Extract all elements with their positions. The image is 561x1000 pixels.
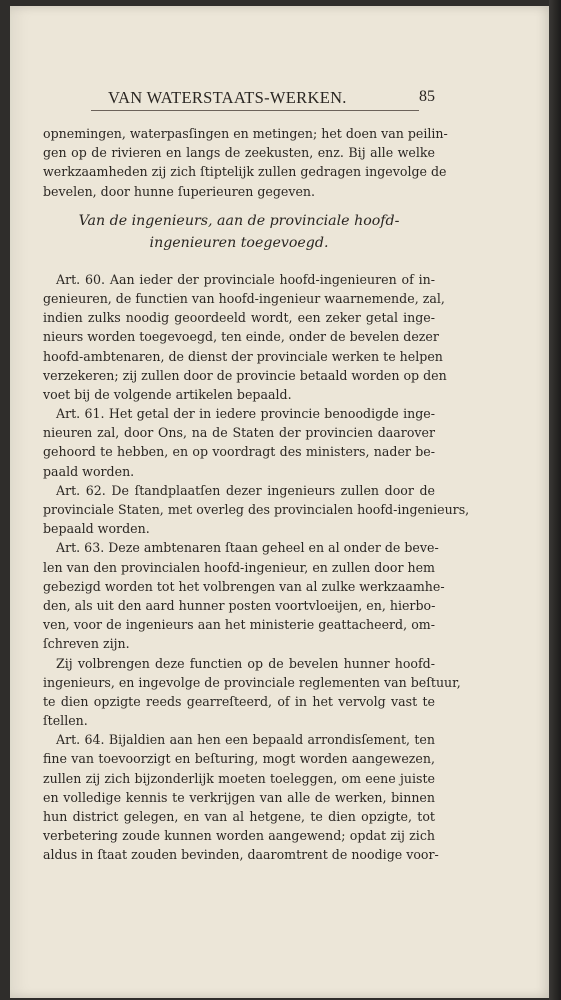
text-line: Art. 64. Bijaldien aan hen een bepaald arrondisſement, ten — [56, 732, 435, 748]
text-line: opnemingen, waterpasſingen en metingen; het doen van peilin- — [43, 126, 448, 141]
text-line: Zij volbrengen deze functien op de bevelen hunner hoofd- — [56, 655, 435, 671]
text-line: te dien opzigte reeds gearreſteerd, of in het vervolg vast te — [43, 693, 435, 709]
section-heading-line-2: ingenieuren toegevoegd. — [149, 234, 329, 251]
article-62 — [43, 481, 470, 539]
header-rule — [91, 110, 419, 111]
article-60 — [43, 270, 447, 404]
section-heading-line-1: Van de ingenieurs, aan de provinciale hoofd- — [78, 212, 400, 229]
body-text — [43, 124, 470, 865]
text-line: genieuren, de functien van hoofd-ingenieur waarnemende, zal, — [43, 290, 445, 306]
text-line: indien zulks noodig geoordeeld wordt, een zeker getal inge- — [43, 310, 435, 326]
text-line: provinciale Staten, met overleg des provincialen hoofd-ingenieurs, — [43, 502, 470, 517]
paper-page — [10, 6, 551, 998]
article-61 — [43, 404, 435, 481]
text-line: gen op de rivieren en langs de zeekusten, enz. Bij alle welke — [43, 145, 435, 161]
text-line: hun district gelegen, en van al hetgene, te dien opzigte, tot — [43, 809, 435, 824]
text-line: gebezigd worden tot het volbrengen van al zulke werkzaamhe- — [43, 578, 445, 594]
text-line: gehoord te hebben, en op voordragt des ministers, nader be- — [43, 444, 435, 460]
text-line: Art. 61. Het getal der in iedere provincie benoodigde inge- — [56, 406, 435, 422]
text-line: den, als uit den aard hunner posten voortvloeijen, en, hierbo- — [43, 597, 436, 613]
text-line: ſchreven zijn. — [43, 636, 130, 652]
text-line: bepaald worden. — [43, 521, 150, 537]
text-line: zullen zij zich bijzonderlijk moeten toeleggen, om eene juiste — [43, 770, 435, 786]
text-line: werkzaamheden zij zich ſtiptelijk zullen gedragen ingevolge de — [43, 164, 447, 180]
text-line: Art. 62. De ſtandplaatſen dezer ingenieurs zullen door de — [56, 482, 435, 498]
page-number: 85 — [419, 88, 435, 105]
text-line: bevelen, door hunne ſuperieuren gegeven. — [43, 183, 316, 199]
text-line: nieuren zal, door Ons, na de Staten der provincien daarover — [43, 425, 435, 441]
text-line: verbetering zoude kunnen worden aangewend; opdat zij zich — [43, 828, 435, 844]
text-line: ſtellen. — [43, 713, 88, 729]
text-line: Art. 60. Aan ieder der provinciale hoofd-ingenieuren of in- — [56, 271, 435, 287]
text-line: ven, voor de ingenieurs aan het ministerie geattacheerd, om- — [43, 617, 435, 633]
text-line: paald worden. — [43, 463, 135, 479]
article-63-continued — [43, 654, 461, 731]
text-line: verzekeren; zij zullen door de provincie betaald worden op den — [43, 367, 447, 383]
page-edge-shadow — [549, 0, 561, 1000]
text-line: ingenieurs, en ingevolge de provinciale reglementen van beſtuur, — [43, 674, 461, 690]
running-title: VAN WATERSTAATS-WERKEN. — [108, 88, 347, 107]
text-line: hoofd-ambtenaren, de dienst der provinciale werken te helpen — [43, 348, 443, 364]
text-line: len van den provincialen hoofd-ingenieur, en zullen door hem — [43, 559, 436, 575]
text-line: voet bij de volgende artikelen bepaald. — [43, 386, 292, 402]
text-line: fine van toevoorzigt en beſturing, mogt worden aangewezen, — [43, 751, 435, 767]
paragraph-intro — [43, 124, 448, 201]
text-line: nieurs worden toegevoegd, ten einde, onder de bevelen dezer — [43, 329, 439, 345]
running-header — [43, 88, 435, 112]
text-line: aldus in ſtaat zouden bevinden, daaromtrent de noodige voor- — [43, 847, 439, 863]
text-line: Art. 63. Deze ambtenaren ſtaan geheel en al onder de beve- — [56, 540, 439, 556]
text-line: en volledige kennis te verkrijgen van alle de werken, binnen — [43, 789, 435, 805]
article-64 — [43, 730, 439, 864]
article-63 — [43, 538, 445, 653]
